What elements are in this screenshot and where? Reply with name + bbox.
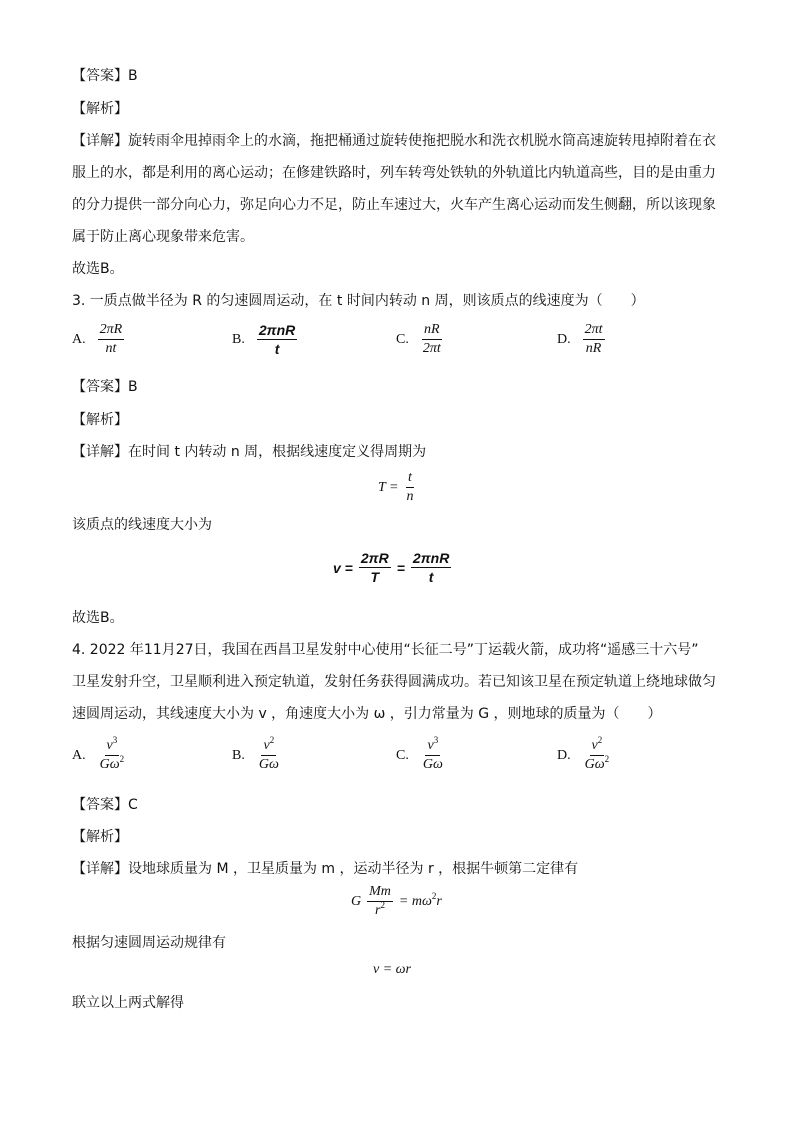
denominator-base: r [375,903,381,918]
equation-fraction [411,550,451,585]
option-letter: A. [72,747,86,763]
rhs-base: = mω [398,893,432,909]
equation-velocity [330,550,454,585]
analysis-label-q2: 【解析】 [72,101,128,117]
mid-text-q4: 根据匀速圆周运动规律有 [72,935,226,951]
option-fraction [583,322,605,357]
fraction-denominator [421,756,445,773]
conclusion-q2: 故选B。 [72,261,124,277]
analysis-label-q4: 【解析】 [72,829,128,845]
option-letter: B. [232,331,245,347]
equation-equals: = [396,559,405,576]
numerator-base: v [591,738,598,753]
option-d-q4 [557,735,611,773]
option-fraction [98,735,127,773]
denominator-base: Gω [258,757,279,772]
numerator-base: v [427,738,434,753]
option-c-q3 [396,322,443,357]
option-letter: B. [232,747,245,763]
option-letter: C. [396,747,409,763]
equation-fraction [367,884,393,919]
conclusion-q3: 故选B。 [72,610,124,626]
option-a-q3 [72,322,124,357]
answer-label-q4: 【答案】C [72,797,138,813]
equation-lhs: v = [333,559,353,576]
equation-fraction [359,550,391,585]
option-a-q4 [72,735,126,773]
fraction-denominator [257,756,281,773]
detail-line: 【详解】旋转雨伞甩掉雨伞上的水滴，拖把桶通过旋转使拖把脱水和洗衣机脱水筒高速旋转甩掉附着在衣 [72,133,716,149]
option-fraction [257,322,297,357]
equation-rhs [398,890,442,910]
denominator-exponent: 2 [380,900,385,910]
answer-label-q3: 【答案】B [72,379,138,395]
numerator-exponent: 3 [433,735,439,745]
question-stem-line: 速圆周运动，其线速度大小为 v ，角速度大小为 ω ，引力常量为 G ，则地球的质量为（ ） [72,706,662,722]
option-fraction [421,735,445,773]
fraction-denominator [98,756,127,773]
detail-line: 的分力提供一部分向心力，弥足向心力不足，防止车速过大，火车产生离心运动而发生侧翻，所以该现象 [72,197,716,213]
fraction-numerator: 2πR [360,550,389,566]
denominator-base: Gω [99,757,120,772]
equation-fraction [404,470,415,505]
detail-line: 属于防止离心现象带来危害。 [72,229,254,245]
fraction-denominator [373,902,387,919]
detail-line: 服上的水，都是利用的离心运动；在修建铁路时，列车转弯处铁轨的外轨道比内轨道高些，目的是由重力 [72,165,716,181]
option-b-q4 [232,735,281,773]
equation-lhs: T = [378,479,399,495]
fraction-denominator: 2πt [422,341,441,356]
fraction-numerator: 2πnR [258,322,296,338]
numerator-exponent: 2 [597,735,603,745]
numerator-exponent: 2 [269,735,275,745]
option-c-q4 [396,735,445,773]
fraction-numerator: 2πnR [412,550,450,566]
denominator-base: Gω [422,757,443,772]
fraction-numerator [425,735,440,756]
numerator-base: v [106,738,113,753]
fraction-numerator: 2πR [98,322,125,340]
rhs-tail: r [436,893,442,909]
fraction-denominator: nR [585,341,602,356]
denominator-base: Gω [584,757,605,772]
equation-velocity-omega: v = ωr [373,962,411,977]
numerator-base: v [263,738,270,753]
option-fraction [257,735,281,773]
option-letter: D. [557,747,571,763]
fraction-numerator [261,735,276,756]
option-d-q3 [557,322,605,357]
equation-newton [348,884,445,919]
fraction-denominator: nt [105,341,117,356]
option-letter: D. [557,331,571,347]
fraction-numerator: t [406,470,414,488]
equation-g: G [351,893,362,909]
last-text-q4: 联立以上两式解得 [72,995,184,1011]
fraction-denominator: t [428,569,434,585]
rhs-exponent: 2 [431,890,437,901]
option-fraction [421,322,443,357]
detail-line-q4: 【详解】设地球质量为 M ，卫星质量为 m ，运动半径为 r ，根据牛顿第二定律有 [72,861,579,877]
question-stem-line: 卫星发射升空，卫星顺利进入预定轨道，发射任务获得圆满成功。若已知该卫星在预定轨道上绕地球做匀 [72,674,716,690]
fraction-denominator: n [406,489,414,504]
option-letter: A. [72,331,86,347]
option-letter: C. [396,331,409,347]
detail-line-q3: 【详解】在时间 t 内转动 n 周，根据线速度定义得周期为 [72,444,427,460]
fraction-numerator: Mm [367,884,393,902]
analysis-label-q3: 【解析】 [72,412,128,428]
question-stem-line: 4. 2022 年11月27日，我国在西昌卫星发射中心使用“长征二号”丁运载火箭，成功将“遥感三十六号” [72,642,699,658]
option-fraction [583,735,612,773]
denominator-exponent: 2 [604,754,610,764]
question-stem-q3: 3. 一质点做半径为 R 的匀速圆周运动，在 t 时间内转动 n 周，则该质点的线速度为（ ） [72,293,645,309]
fraction-denominator: T [370,569,380,585]
option-fraction [98,322,125,357]
fraction-denominator [583,756,612,773]
equation-period [375,470,418,505]
numerator-exponent: 3 [112,735,118,745]
fraction-numerator [590,735,605,756]
mid-text-q3: 该质点的线速度大小为 [72,517,212,533]
fraction-numerator: 2πt [583,322,605,340]
fraction-numerator [105,735,120,756]
fraction-numerator: nR [422,322,442,340]
option-b-q3 [232,322,297,357]
fraction-denominator: t [274,341,280,357]
answer-label-q2: 【答案】B [72,68,138,84]
denominator-exponent: 2 [119,754,125,764]
